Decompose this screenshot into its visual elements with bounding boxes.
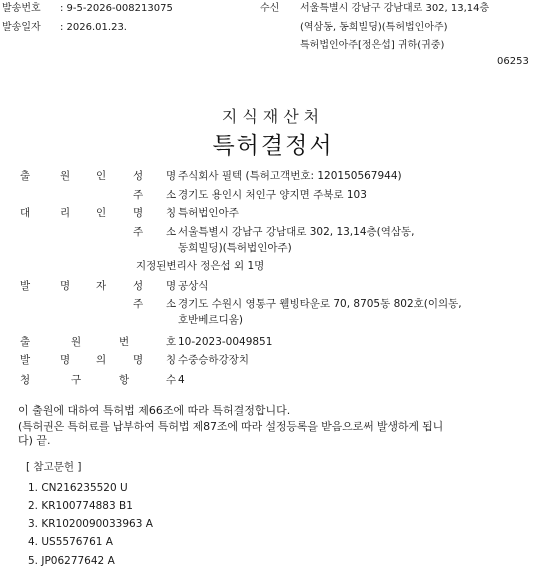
inventor-address-line-2: 호반베르디움) [178, 314, 243, 326]
inventor-label [16, 280, 176, 293]
recipient-line-2: (역삼동, 동희빌딩)(특허법인아주) [300, 22, 448, 33]
label-char: 자 [96, 280, 107, 292]
agent-address-line-2: 동희빌딩)(특허법인아주) [178, 242, 292, 254]
application-number-label [16, 336, 176, 349]
label-char: 명 [166, 170, 177, 182]
inventor-address-row [16, 298, 536, 311]
label-char: 성 [133, 280, 144, 292]
agent-row [16, 207, 536, 220]
decision-line-2: (특허권은 특허료를 납부하여 특허법 제87조에 따라 설정등록을 받음으로써 발생하게 됩니 [18, 420, 444, 433]
reference-item: 3. KR1020090033963 A [28, 518, 153, 530]
recipient-label: 수신 [260, 3, 280, 14]
receipt-number-label: 발송번호 [2, 3, 41, 14]
agent-address-line-1: 서울특별시 강남구 강남대로 302, 13,14층(역삼동, [178, 226, 415, 238]
reference-item: 4. US5576761 A [28, 536, 113, 548]
applicant-address: 경기도 용인시 처인구 양지면 주북로 103 [178, 189, 367, 201]
label-char: 명 [133, 207, 144, 219]
references-title: [ 참고문헌 ] [26, 461, 82, 473]
applicant-row [16, 170, 536, 183]
decision-line-1: 이 출원에 대하여 특허법 제66조에 따라 특허결정합니다. [18, 404, 291, 417]
receipt-number: : 9-5-2026-008213075 [60, 3, 173, 14]
label-char: 명 [60, 354, 71, 366]
label-char: 의 [96, 354, 107, 366]
address-label [16, 226, 176, 239]
label-char: 청 [20, 374, 31, 386]
designated-attorney: 지정된변리사 정은섭 외 1명 [136, 260, 265, 272]
claims-row [16, 374, 536, 387]
label-char: 성 [133, 170, 144, 182]
decision-line-3: 다) 끝. [18, 434, 51, 447]
label-char: 주 [133, 226, 144, 238]
label-char: 리 [60, 207, 71, 219]
sent-date-label: 발송일자 [2, 22, 41, 33]
label-char: 명 [166, 280, 177, 292]
invention-title-label [16, 354, 176, 367]
label-char: 칭 [166, 207, 177, 219]
label-char: 항 [119, 374, 130, 386]
label-char: 발 [20, 354, 31, 366]
recipient-line-3: 특허법인아주[정은섭] 귀하(귀중) [300, 40, 445, 51]
applicant-label [16, 170, 176, 183]
inventor-row [16, 280, 536, 293]
recipient-line-1: 서울특별시 강남구 강남대로 302, 13,14층 [300, 3, 490, 14]
address-label [16, 189, 176, 202]
applicant-address-row [16, 189, 536, 202]
label-char: 칭 [166, 354, 177, 366]
label-char: 명 [60, 280, 71, 292]
application-number-row [16, 336, 536, 349]
label-char: 인 [96, 207, 107, 219]
applicant-name: 주식회사 필텍 (특허고객번호: 120150567944) [178, 170, 402, 182]
inventor-name: 공상식 [178, 280, 209, 292]
label-char: 대 [20, 207, 31, 219]
label-char: 구 [71, 374, 82, 386]
agent-address-row [16, 226, 536, 239]
reference-item: 1. CN216235520 U [28, 482, 128, 494]
label-char: 출 [20, 336, 31, 348]
document-title: 특허결정서 [212, 133, 334, 159]
address-label [16, 298, 176, 311]
invention-title-row [16, 354, 536, 367]
invention-title: 수중승하강장치 [178, 354, 250, 366]
reference-item: 5. JP06277642 A [28, 555, 115, 567]
label-char: 소 [166, 226, 177, 238]
office-name: 지식재산처 [221, 107, 325, 126]
label-char: 호 [166, 336, 177, 348]
label-char: 출 [20, 170, 31, 182]
label-char: 원 [71, 336, 82, 348]
label-char: 소 [166, 189, 177, 201]
postal-code: 06253 [497, 56, 529, 67]
label-char: 원 [60, 170, 71, 182]
inventor-address-line-1: 경기도 수원시 영통구 웰빙타운로 70, 8705동 802호(이의동, [178, 298, 462, 310]
claims-label [16, 374, 176, 387]
application-number: 10-2023-0049851 [178, 336, 273, 348]
label-char: 수 [166, 374, 177, 386]
reference-item: 2. KR100774883 B1 [28, 500, 133, 512]
agent-name: 특허법인아주 [178, 207, 239, 219]
sent-date: : 2026.01.23. [60, 22, 127, 33]
label-char: 인 [96, 170, 107, 182]
label-char: 명 [133, 354, 144, 366]
label-char: 발 [20, 280, 31, 292]
label-char: 소 [166, 298, 177, 310]
label-char: 번 [119, 336, 130, 348]
label-char: 주 [133, 189, 144, 201]
claims-count: 4 [178, 374, 185, 386]
label-char: 주 [133, 298, 144, 310]
agent-label [16, 207, 176, 220]
